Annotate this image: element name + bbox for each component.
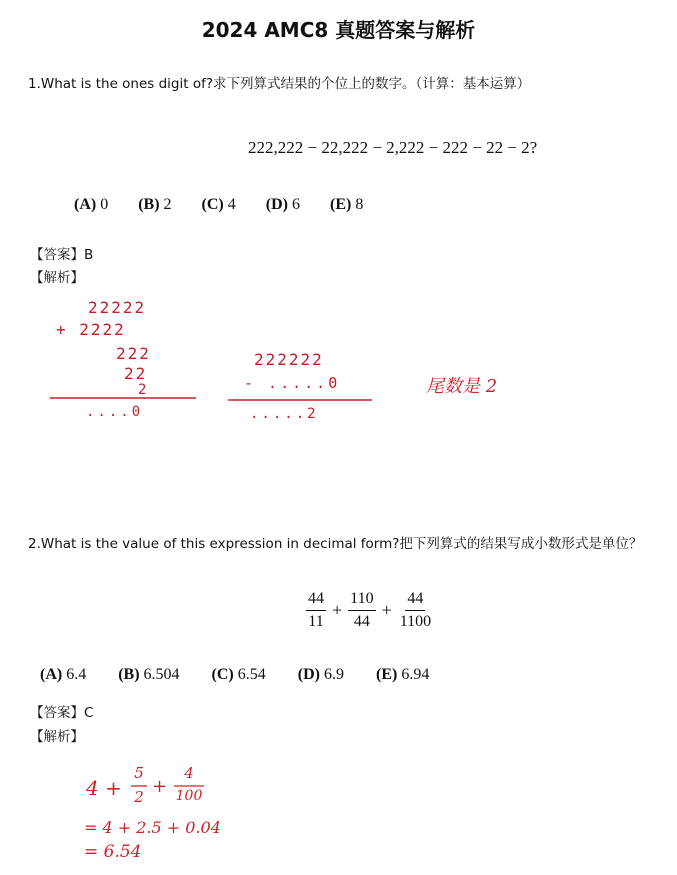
question-2-expression (306, 590, 433, 631)
q1-note: 尾数是 2 (426, 376, 498, 397)
question-2-choices (40, 666, 457, 684)
fraction-2: $\frac{110}{44}$ (350, 590, 374, 630)
q1-work-row-4: 22 (124, 364, 148, 383)
q2-work-line2: = 4 + 2.5 + 0.04 (84, 818, 221, 837)
page-title: 2024 AMC8 真题答案与解析 (201, 18, 476, 42)
plus-sign: + (381, 600, 392, 620)
q1-work-row-2: + 2222 (56, 320, 126, 339)
question-1-expression: 222,222 − 22,222 − 2,222 − 222 − 22 − 2? (248, 138, 538, 157)
q1-work-row-3: 222 (116, 344, 151, 363)
fraction-3: $\frac{44}{1100}$ (399, 590, 432, 630)
question-2-text: 2.What is the value of this expression in decimal form?把下列算式的结果写成小数形式是单位？ (28, 536, 643, 552)
q1-work-row-6: ....0 (86, 404, 144, 420)
q2-work-f1-num: 5 (134, 764, 144, 782)
q1-sub-top: 222222 (254, 350, 324, 369)
q1-sub-bot: .....2 (250, 406, 319, 422)
choice-a: (A) 6.4 (40, 666, 87, 683)
q1-work-row-5: 2 (138, 382, 147, 398)
choice-d: (D) 6.9 (297, 666, 344, 683)
question-1-answer: 【答案】B (30, 247, 94, 263)
q2-work-line1-start: 4 + (86, 776, 122, 800)
choice-a: (A) 0 (74, 196, 109, 213)
choice-e: (E) 6.94 (375, 666, 430, 683)
q1-sub-mid: - .....0 (244, 374, 341, 392)
choice-b: (B) 2 (138, 196, 172, 213)
q2-work-f2-den: 100 (175, 788, 203, 804)
q2-work-line3: = 6.54 (84, 842, 142, 862)
choice-c: (C) 4 (201, 196, 236, 213)
choice-e: (E) 8 (329, 196, 364, 213)
choice-d: (D) 6 (265, 196, 300, 213)
q2-work-line1-plus: + (152, 776, 168, 797)
q1-work-row-1: 22222 (88, 298, 147, 317)
choice-c: (C) 6.54 (211, 666, 266, 683)
choice-b: (B) 6.504 (118, 666, 180, 683)
question-2-answer: 【答案】C (30, 705, 94, 721)
q2-work-f1-den: 2 (134, 788, 144, 806)
question-2-analysis-label: 【解析】 (30, 729, 84, 745)
fraction-1: $\frac{44}{11}$ (308, 590, 324, 630)
plus-sign: + (332, 600, 343, 620)
q2-work-f2-num: 4 (184, 764, 194, 782)
question-1-text: 1.What is the ones digit of?求下列算式结果的个位上的数字。（计算：基本运算） (28, 76, 531, 92)
question-1-analysis-label: 【解析】 (30, 270, 84, 286)
